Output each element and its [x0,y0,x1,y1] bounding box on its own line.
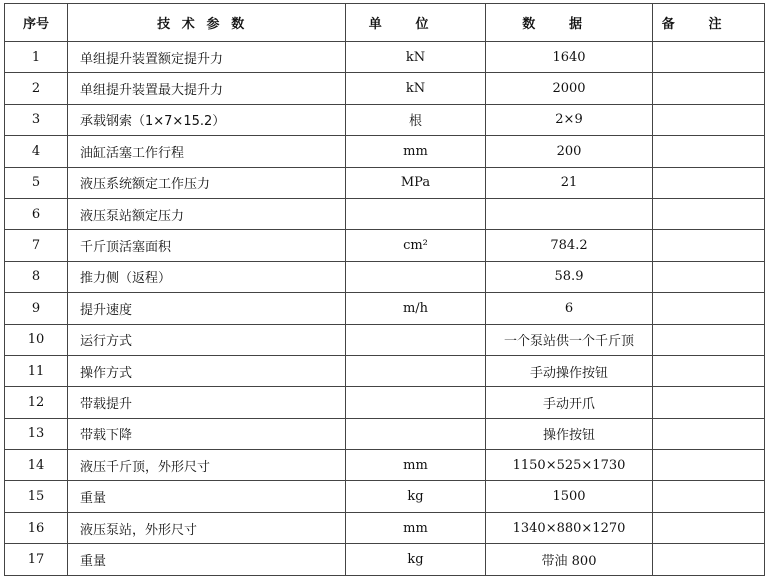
row-unit [346,198,486,229]
row-parameter: 提升速度 [68,293,346,324]
row-parameter: 重量 [68,544,346,575]
header-note: 备注 [653,4,765,42]
row-parameter: 千斤顶活塞面积 [68,230,346,261]
row-unit [346,418,486,449]
row-note [653,387,765,418]
row-parameter: 承载钢索（1×7×15.2） [68,104,346,135]
row-number: 1 [5,42,68,73]
table-row [5,198,765,229]
row-unit: kg [346,544,486,575]
row-value: 手动开爪 [486,387,653,418]
header-unit: 单位 [346,4,486,42]
row-value: 21 [486,167,653,198]
row-unit: m/h [346,293,486,324]
row-note [653,418,765,449]
row-value: 1640 [486,42,653,73]
row-parameter: 带载下降 [68,418,346,449]
row-note [653,261,765,292]
row-value [486,198,653,229]
row-number: 13 [5,418,68,449]
table-row [5,450,765,481]
row-parameter: 单组提升装置额定提升力 [68,42,346,73]
row-number: 9 [5,293,68,324]
row-unit: 根 [346,104,486,135]
row-note [653,136,765,167]
table-row [5,324,765,355]
row-number: 2 [5,73,68,104]
table-row [5,104,765,135]
header-no: 序号 [5,4,68,42]
row-number: 12 [5,387,68,418]
table-body [5,42,765,576]
row-value: 784.2 [486,230,653,261]
header-value: 数据 [486,4,653,42]
row-note [653,544,765,575]
row-number: 17 [5,544,68,575]
row-value: 2000 [486,73,653,104]
row-number: 15 [5,481,68,512]
row-value: 一个泵站供一个千斤顶 [486,324,653,355]
row-parameter: 运行方式 [68,324,346,355]
row-parameter: 推力侧（返程） [68,261,346,292]
row-number: 16 [5,512,68,543]
row-note [653,73,765,104]
row-value: 6 [486,293,653,324]
row-parameter: 液压千斤顶，外形尺寸 [68,450,346,481]
row-note [653,198,765,229]
header-param: 技术参数 [68,4,346,42]
row-unit: kg [346,481,486,512]
table-row [5,355,765,386]
row-parameter: 油缸活塞工作行程 [68,136,346,167]
row-unit [346,387,486,418]
row-unit: kN [346,73,486,104]
table-header-row [5,4,765,42]
table-row [5,230,765,261]
row-value: 带油 800 [486,544,653,575]
table-row [5,261,765,292]
table-row [5,387,765,418]
row-note [653,42,765,73]
row-number: 7 [5,230,68,261]
row-note [653,512,765,543]
row-parameter: 单组提升装置最大提升力 [68,73,346,104]
table-row [5,418,765,449]
row-number: 8 [5,261,68,292]
row-unit: cm² [346,230,486,261]
row-parameter: 液压泵站额定压力 [68,198,346,229]
table-row [5,73,765,104]
row-number: 3 [5,104,68,135]
row-note [653,230,765,261]
table-row [5,512,765,543]
row-value: 1150×525×1730 [486,450,653,481]
row-note [653,355,765,386]
row-value: 1500 [486,481,653,512]
row-value: 58.9 [486,261,653,292]
table-row [5,136,765,167]
row-unit [346,261,486,292]
row-number: 4 [5,136,68,167]
table-row [5,293,765,324]
row-number: 6 [5,198,68,229]
table-row [5,42,765,73]
row-number: 14 [5,450,68,481]
row-unit: mm [346,136,486,167]
row-value: 2×9 [486,104,653,135]
row-number: 10 [5,324,68,355]
row-note [653,324,765,355]
row-parameter: 液压系统额定工作压力 [68,167,346,198]
row-parameter: 重量 [68,481,346,512]
row-note [653,293,765,324]
row-note [653,167,765,198]
table-row [5,167,765,198]
row-note [653,104,765,135]
table-row [5,544,765,575]
row-unit: mm [346,450,486,481]
row-value: 操作按钮 [486,418,653,449]
table-row [5,481,765,512]
row-parameter: 带载提升 [68,387,346,418]
row-note [653,481,765,512]
row-number: 11 [5,355,68,386]
row-value: 200 [486,136,653,167]
row-value: 手动操作按钮 [486,355,653,386]
parameter-table [4,3,765,576]
row-unit: kN [346,42,486,73]
row-parameter: 操作方式 [68,355,346,386]
row-unit [346,355,486,386]
row-parameter: 液压泵站，外形尺寸 [68,512,346,543]
row-unit: MPa [346,167,486,198]
row-note [653,450,765,481]
row-value: 1340×880×1270 [486,512,653,543]
row-number: 5 [5,167,68,198]
row-unit: mm [346,512,486,543]
row-unit [346,324,486,355]
